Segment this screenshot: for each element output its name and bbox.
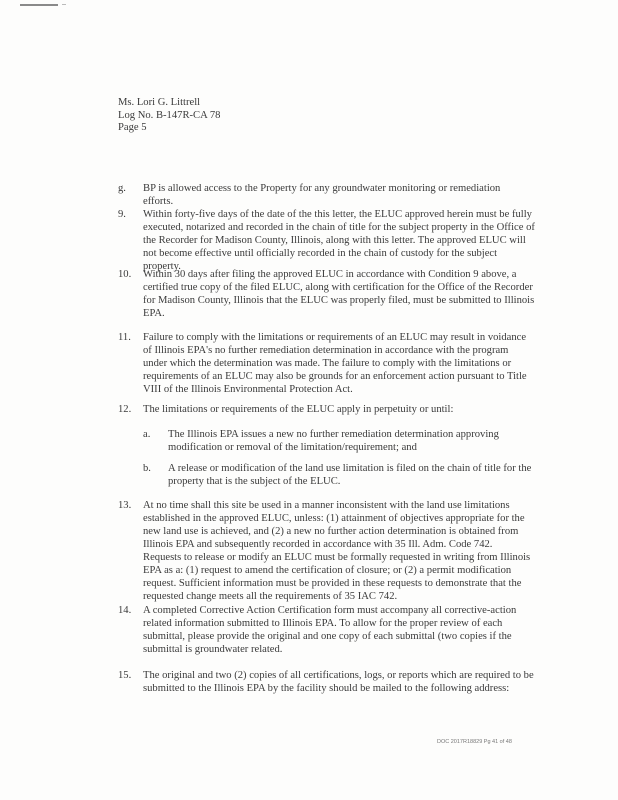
item-number: 15.: [118, 670, 132, 681]
item-text-line: VIII of the Illinois Environmental Protection Act.: [143, 384, 353, 395]
item-number: 14.: [118, 605, 132, 616]
item-text-line: efforts.: [143, 196, 174, 207]
document-id-stamp: DOC 2017R18829 Pg 41 of 48: [437, 739, 512, 745]
item-number: g.: [118, 183, 126, 194]
item-text-line: BP is allowed access to the Property for any groundwater monitoring or remediation: [143, 183, 501, 194]
item-text-line: EPA.: [143, 308, 165, 319]
item-text-line: submitted to the Illinois EPA by the facility should be mailed to the following address:: [143, 683, 510, 694]
item-number: 10.: [118, 269, 132, 280]
item-number: 13.: [118, 500, 132, 511]
item-text-line: A completed Corrective Action Certification form must accompany all corrective-action: [143, 605, 517, 616]
condition-item: [118, 604, 517, 656]
item-text-line: new land use is achieved, and (2) a new no further action determination is obtained from: [143, 526, 519, 537]
item-text-line: of Illinois EPA's no further remediation determination in accordance with the program: [143, 345, 509, 356]
item-text-line: property that is the subject of the ELUC.: [168, 476, 341, 487]
item-text-line: Within forty-five days of the date of the this letter, the ELUC approved herein must be fully: [143, 209, 532, 220]
item-number: 12.: [118, 404, 132, 415]
item-text-line: submittal is groundwater related.: [143, 644, 283, 655]
log-number: Log No. B-147R-CA 78: [118, 109, 221, 121]
item-text-line: related information submitted to Illinois EPA. To allow for the proper review of each: [143, 618, 503, 629]
item-text-line: Failure to comply with the limitations or requirements of an ELUC may result in voidance: [143, 332, 527, 343]
recipient-name: Ms. Lori G. Littrell: [118, 97, 201, 108]
condition-item: [118, 669, 534, 695]
item-number: b.: [143, 463, 151, 474]
item-text-line: submittal, please provide the original and one copy of each submittal (two copies if the: [143, 631, 512, 642]
condition-item: [143, 428, 499, 454]
scan-mark: [20, 4, 58, 6]
item-text-line: requirements of an ELUC may also be grounds for an enforcement action pursuant to Title: [143, 371, 527, 382]
item-number: a.: [143, 429, 151, 440]
item-text-line: established in the approved ELUC, unless: (1) attainment of objectives appropriate for the: [143, 513, 525, 524]
item-text-line: the Recorder for Madison County, Illinois, along with this letter. The approved ELUC will: [143, 235, 526, 246]
item-text-line: The original and two (2) copies of all certifications, logs, or reports which are required to be: [143, 670, 534, 681]
item-text-line: property.: [143, 261, 181, 272]
item-text-line: request. Sufficient information must be provided in these requests to demonstrate that the: [143, 578, 522, 589]
item-text-line: under which the determination was made. The failure to comply with the limitations or: [143, 358, 512, 369]
condition-item: [118, 403, 454, 416]
item-text-line: EPA as a: (1) request to amend the certification of closure; or (2) a permit modification: [143, 565, 512, 576]
item-text-line: executed, notarized and recorded in the chain of title for the subject property in the Office of: [143, 222, 535, 233]
condition-item: [118, 331, 527, 396]
item-text-line: modification or removal of the limitation/requirement; and: [168, 442, 417, 453]
item-number: 11.: [118, 332, 131, 343]
item-text-line: At no time shall this site be used in a manner inconsistent with the land use limitations: [143, 500, 510, 511]
item-text-line: for Madison County, Illinois that the ELUC was properly filed, must be submitted to Illinois: [143, 295, 535, 306]
item-text-line: not become effective until officially recorded in the chain of custody for the subject: [143, 248, 498, 259]
scan-mark: [62, 4, 66, 5]
item-text-line: Illinois EPA and subsequently recorded in accordance with 35 Ill. Adm. Code 742.: [143, 539, 493, 550]
item-text-line: A release or modification of the land use limitation is filed on the chain of title for the: [168, 463, 532, 474]
item-text-line: The Illinois EPA issues a new no further remediation determination approving: [168, 429, 499, 440]
condition-item: [118, 499, 531, 603]
item-text-line: requested change meets all the requirements of 35 IAC 742.: [143, 591, 398, 602]
item-text-line: Within 30 days after filing the approved ELUC in accordance with Condition 9 above, a: [143, 269, 517, 280]
item-text-line: The limitations or requirements of the ELUC apply in perpetuity or until:: [143, 404, 454, 415]
condition-item: [118, 182, 501, 208]
condition-item: [143, 462, 532, 488]
letter-header: [118, 97, 220, 135]
item-text-line: certified true copy of the filed ELUC, along with certification for the Office of the Recorder: [143, 282, 533, 293]
item-number: 9.: [118, 209, 126, 220]
item-text-line: Requests to release or modify an ELUC must be formally requested in writing from Illinois: [143, 552, 531, 563]
page-number: Page 5: [118, 122, 147, 133]
condition-item: [118, 268, 535, 320]
condition-item: [118, 208, 535, 273]
